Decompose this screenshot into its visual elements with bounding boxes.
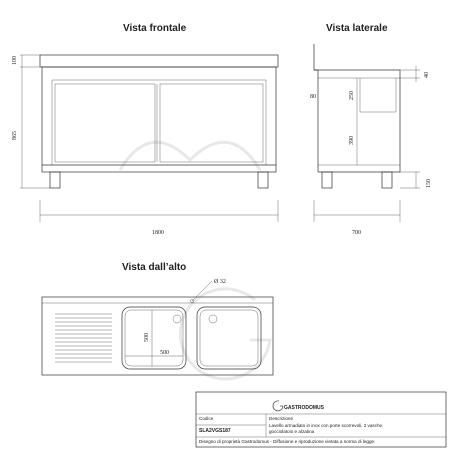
side-view-title: Vista laterale	[326, 23, 388, 34]
code-value: SLA2VGS187	[199, 428, 231, 434]
description-line-1: Lavello armadiato in inox con porte scorrevoli, 2 vasche,	[269, 423, 384, 428]
ownership-footer: Disegno di proprietà Gastrodomus - Diffusione e riproduzione vietata a norma di legge.	[199, 439, 376, 444]
drainer-ribs	[55, 314, 112, 362]
basin-width-label: 500	[160, 350, 169, 356]
top-view-title: Vista dall’alto	[122, 262, 187, 273]
front-view	[20, 55, 278, 222]
watermark-logo	[120, 142, 270, 379]
tap-hole-diameter-label: Ø 32	[214, 279, 226, 285]
top-view	[42, 281, 273, 375]
right-basin	[197, 307, 261, 369]
brand-logo-icon	[273, 401, 283, 411]
side-basin-depth-label: 250	[349, 91, 355, 100]
side-leg-height-label: 150	[426, 179, 432, 188]
left-basin	[122, 307, 186, 369]
side-depth-label: 700	[352, 230, 361, 236]
front-width-label: 1800	[152, 230, 164, 236]
side-top-height-label: 40	[424, 72, 430, 78]
left-drain	[173, 315, 181, 323]
front-view-title: Vista frontale	[123, 23, 187, 34]
basin-height-label: 500	[144, 333, 150, 342]
side-edge-label: 80	[310, 94, 316, 100]
description-line-2: gocciolatoio e alzatina	[269, 429, 315, 434]
side-shelf-height-label: 390	[349, 136, 355, 145]
front-top-height-label: 100	[12, 56, 18, 65]
description-label: Descrizione	[269, 416, 293, 421]
front-body-height-label: 865	[12, 131, 18, 140]
brand-name: GASTRODOMUS	[284, 405, 324, 411]
side-view	[314, 44, 420, 222]
code-label: Codice	[199, 416, 214, 421]
right-drain	[209, 315, 217, 323]
